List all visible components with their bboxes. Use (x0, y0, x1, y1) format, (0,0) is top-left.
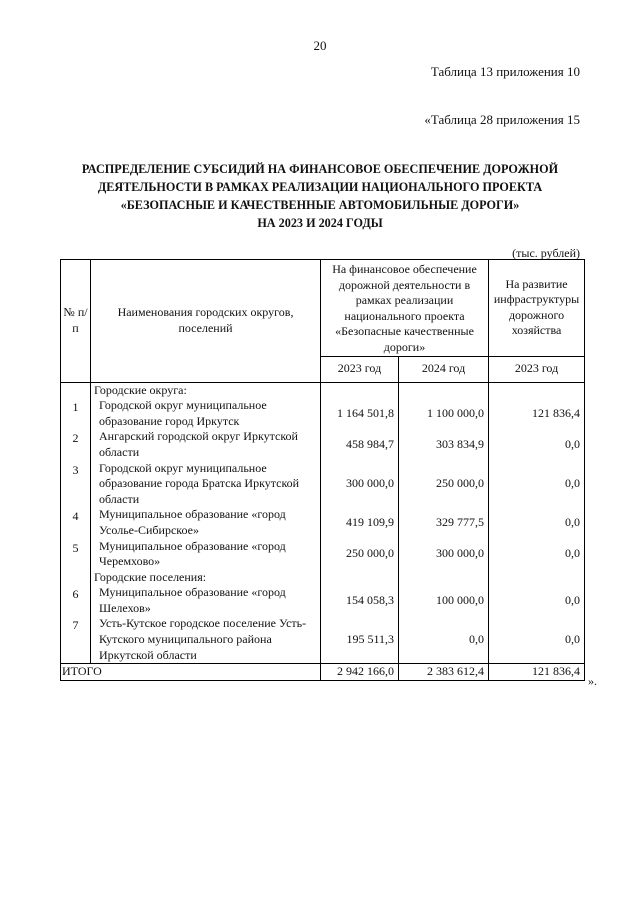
row-value-2024: 250 000,0 (399, 461, 489, 508)
row-value-infra: 121 836,4 (489, 398, 585, 429)
row-value-2023: 419 109,9 (321, 507, 399, 538)
row-name: Ангарский городской округ Иркутской области (91, 429, 321, 460)
row-value-2024: 300 000,0 (399, 539, 489, 570)
row-value-2023: 300 000,0 (321, 461, 399, 508)
row-num: 7 (61, 616, 91, 663)
header-national-project: На финансовое обеспечение дорожной деятельности в рамках реализации национального проекта «Безопасные качественные дороги» (321, 260, 489, 357)
row-value-2023: 1 164 501,8 (321, 398, 399, 429)
row-value-infra: 0,0 (489, 461, 585, 508)
row-num: 6 (61, 585, 91, 616)
title-line-1: РАСПРЕДЕЛЕНИЕ СУБСИДИЙ НА ФИНАНСОВОЕ ОБЕСПЕЧЕНИЕ ДОРОЖНОЙ (81, 162, 559, 176)
header-name: Наименования городских округов, поселений (91, 260, 321, 383)
closing-quote: ». (588, 674, 597, 688)
page-number: 20 (313, 38, 327, 53)
section-row (61, 382, 585, 398)
header-infrastructure: На развитие инфраструктуры дорожного хозяйства (489, 260, 585, 357)
total-value-infra: 121 836,4 (489, 664, 585, 681)
section-label: Городские округа: (91, 382, 321, 398)
row-value-2023: 458 984,7 (321, 429, 399, 460)
row-num: 1 (61, 398, 91, 429)
total-label: ИТОГО (61, 664, 321, 681)
header-infra-year-2023: 2023 год (489, 356, 585, 382)
row-value-2023: 250 000,0 (321, 539, 399, 570)
row-value-infra: 0,0 (489, 585, 585, 616)
table-reference-quoted: «Таблица 28 приложения 15 (424, 112, 580, 127)
row-value-2024: 303 834,9 (399, 429, 489, 460)
row-name: Муниципальное образование «город Черемхово» (91, 539, 321, 570)
table-row (61, 429, 585, 460)
row-name: Муниципальное образование «город Усолье-Сибирское» (91, 507, 321, 538)
section-row (61, 570, 585, 586)
row-name: Усть-Кутское городское поселение Усть-Кутского муниципального района Иркутской области (91, 616, 321, 663)
row-num: 5 (61, 539, 91, 570)
table-row (61, 398, 585, 429)
table-row (61, 461, 585, 508)
row-num: 2 (61, 429, 91, 460)
title-line-3: «БЕЗОПАСНЫЕ И КАЧЕСТВЕННЫЕ АВТОМОБИЛЬНЫЕ ДОРОГИ» (120, 198, 520, 212)
total-row (61, 664, 585, 681)
table-row (61, 539, 585, 570)
title-line-2: ДЕЯТЕЛЬНОСТИ В РАМКАХ РЕАЛИЗАЦИИ НАЦИОНАЛЬНОГО ПРОЕКТА (97, 180, 543, 194)
total-value-2023: 2 942 166,0 (321, 664, 399, 681)
units-label: (тыс. рублей) (512, 246, 580, 260)
header-num: № п/п (61, 260, 91, 383)
row-value-2023: 195 511,3 (321, 616, 399, 663)
title-line-4: НА 2023 И 2024 ГОДЫ (257, 216, 383, 230)
row-value-2024: 1 100 000,0 (399, 398, 489, 429)
row-value-2024: 329 777,5 (399, 507, 489, 538)
row-value-2023: 154 058,3 (321, 585, 399, 616)
table-row (61, 585, 585, 616)
subsidy-table (60, 259, 585, 681)
row-name: Городской округ муниципальное образование город Иркутск (91, 398, 321, 429)
table-row (61, 507, 585, 538)
row-name: Муниципальное образование «город Шелехов» (91, 585, 321, 616)
row-value-infra: 0,0 (489, 507, 585, 538)
header-year-2023: 2023 год (321, 356, 399, 382)
row-value-infra: 0,0 (489, 539, 585, 570)
section-label: Городские поселения: (91, 570, 321, 586)
row-value-2024: 100 000,0 (399, 585, 489, 616)
row-value-infra: 0,0 (489, 616, 585, 663)
row-name: Городской округ муниципальное образование города Братска Иркутской области (91, 461, 321, 508)
row-value-infra: 0,0 (489, 429, 585, 460)
header-row (61, 260, 585, 357)
row-num: 3 (61, 461, 91, 508)
row-value-2024: 0,0 (399, 616, 489, 663)
document-title (60, 160, 580, 232)
row-num: 4 (61, 507, 91, 538)
header-year-2024: 2024 год (399, 356, 489, 382)
table-reference: Таблица 13 приложения 10 (430, 64, 580, 79)
total-value-2024: 2 383 612,4 (399, 664, 489, 681)
table-row (61, 616, 585, 663)
